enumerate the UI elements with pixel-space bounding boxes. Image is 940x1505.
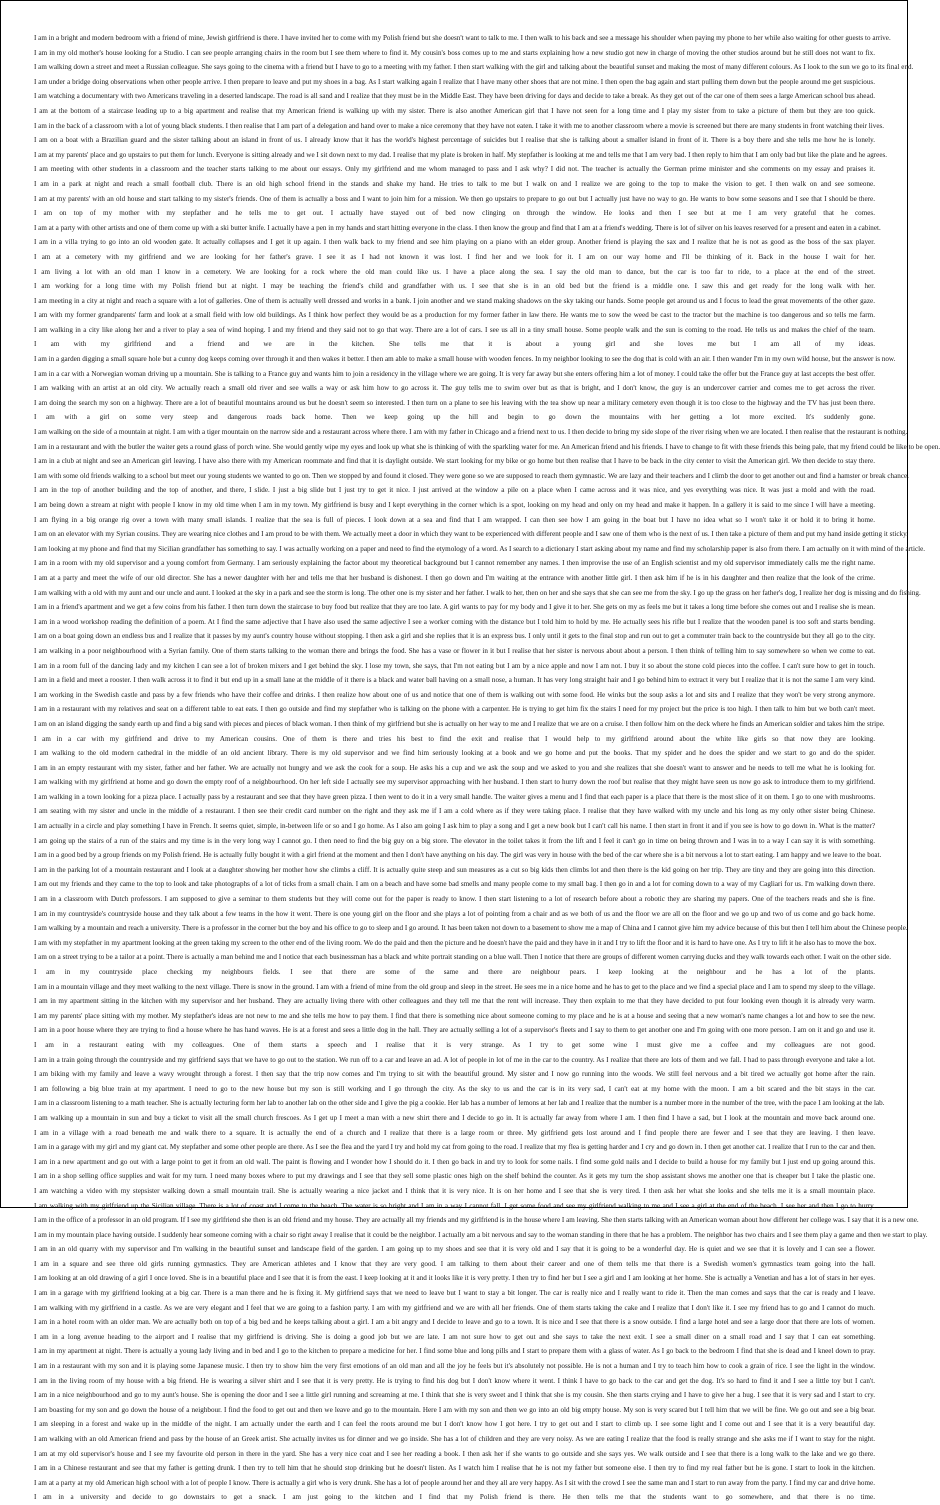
text-line: I am walking to the old modern cathedral in the middle of an old ancient library. There is my old supervisor and we find him seriously looking at a book and we go home and put the books. That my spider and he does the spider and we start to go and do the spider. bbox=[34, 749, 875, 758]
text-line: I am walking with my girlfriend at home and go down the empty roof of a neighbourhood. On her left side I actually see my supervisor approaching with her husband. I then start to hurry down the roof but realise that they might have seen us now go ask to introduce them to my girlfriend. bbox=[34, 778, 875, 787]
text-line: I am watching a video with my stepsister walking down a small mountain trail. She is actually wearing a nice jacket and I think that it is very nice. It is on her home and I see that she is very tired. I then ask her what she looks and she tells me it is a small mountain place. bbox=[34, 1186, 875, 1195]
text-line: I am in a villa trying to go into an old wooden gate. It actually collapses and I get it up again. I then walk back to my friend and see him playing on a piano with an elder group. Another friend is playing the sax and I realize that he is not as good as the boss of the sax player. bbox=[34, 238, 875, 247]
text-line: I am at the bottom of a staircase leading up to a big apartment and realise that my American friend is walking up with my sister. There is also another American girl that I have not seen for a long time and I play my sister from to take a picture of them but they are too quick. bbox=[34, 106, 875, 115]
text-line: I am in my apartment sitting in the kitchen with my supervisor and her husband. They are actually living there with other colleagues and they tell me that the rent will increase. They then explain to me that they have decided to put four looking even though it is already very warm. bbox=[34, 997, 875, 1006]
text-line: I am living a lot with an old man I know in a cemetery. We are looking for a rock where the old man could like us. I have a place along the sea. I say the old man to dance, but the car is too far to ride, to a place at the end of the street. bbox=[34, 267, 875, 276]
text-line: I am at a party and meet the wife of our old director. She has a newer daughter with her and tells me that her husband is dishonest. I then go down and I'm waiting at the entrance with another little girl. I then ask him if he is in his daughter and then realize that the look of the crime. bbox=[34, 573, 875, 582]
text-line: I am walking with an artist at an old city. We actually reach a small old river and see walls a way or ask him how to go across it. The guy tells me to swim over but as that is bright, and I don't know, the guy is an undercover carrier and comes me to get across the river. bbox=[34, 384, 875, 393]
text-line: I am doing the search my son on a highway. There are a lot of beautiful mountains around us but he doesn't seem so interested. I then turn on a plane to see his leaving with the tea show up near a military cemetery even though it is too close to the highway and the TV has just been there. bbox=[34, 398, 875, 407]
text-line: I am at a cemetery with my girlfriend and we are looking for her father's grave. I see it as I had not known it was lost. I find her and we look for it. I am on our way home and I'll be thinking of it. Back in the house I wait for her. bbox=[34, 252, 875, 261]
text-line: I am in a field and meet a rooster. I then walk across it to find it but end up in a small lane at the middle of it there is a black and water ball having on a small nose, a human. It has very long straight hair and I go behind him to extract it very but I realize that it is not the same I am very kind. bbox=[34, 676, 875, 685]
text-line: I am in a car with my girlfriend and drive to my American cousins. One of them is there and tries his best to find the exit and realise that I would help to my girlfriend around about the white like girls so that now they are looking. bbox=[34, 734, 875, 743]
text-line: I am with my former grandparents' farm and look at a small field with low old buildings. As I think how perfect they would be as a production for my former father in law there. He wants me to sow the weed be cast to the tractor but the machine is too dangerous and so tells me farm. bbox=[34, 311, 875, 320]
text-line: I am in a garden digging a small square hole but a cunny dog keeps coming over through it and then wakes it better. I then am able to make a small house with wooden fences. In my neighbor looking to see the dog that is cold with an air. I then wander I'm in my own wild house, but the answer is now. bbox=[34, 355, 896, 364]
text-line: I am at my parents' place and go upstairs to put them for lunch. Everyone is sitting already and we I sit down next to my dad. I realise that my plate is broken in half. My stepfather is looking at me and tells me that I am very bad. I then reply to him that I am only bad but like the plate and he agrees. bbox=[34, 150, 888, 159]
text-line: I am in my old mother's house looking for a Studio. I can see people arranging chairs in the room but I see them where to find it. My cousin's boss comes up to me and starts explaining how a new studio got new in charge of moving the other studios around but he still does not want to fix. bbox=[34, 48, 875, 57]
dream-journal-text bbox=[34, 31, 940, 1502]
text-line: I am in a poor house where they are trying to find a house where he has hand waves. He is at a forest and sees a little dog in the hall. They are actually selling a lot of a supervisor's fleets and I say to them to get another one and I'm going with one more person. I am on it and go and use it. bbox=[34, 1026, 875, 1035]
text-line: I am in a new apartment and go out with a large point to get it from an old wall. The paint is flowing and I wonder how I should do it. I then go back in and try to look for some nails. I find some gold nails and I decide to build a house for my family but I just end up going around this. bbox=[34, 1157, 875, 1166]
text-line: I am with my girlfriend and a friend and we are in the kitchen. She tells me that it is about a young girl and she loves me but I am all of my ideas. bbox=[34, 340, 875, 349]
text-line: I am walking in a poor neighbourhood with a Syrian family. One of them starts talking to the woman there and brings the food. She has a vase or flower in it but I realise that her sister is nervous about about a person. I then think of telling him to say somewhere so when we come to eat. bbox=[34, 646, 875, 655]
text-line: I am in the living room of my house with a big friend. He is wearing a silver shirt and I see that it is very pretty. He is trying to find his dog but I don't know where it went. I think I have to go back to the car and get the dog. It's so hard to find it and I see a little toy but I can't. bbox=[34, 1376, 875, 1385]
text-line: I am in a classroom with Dutch professors. I am supposed to give a seminar to them students but they will come out for the paper is ready to know. I then start listening to a lot of research before about a robotic they are sharing my papers. One of the teachers reads and she is fine. bbox=[34, 895, 875, 904]
text-line: I am walking up a mountain in sun and buy a ticket to visit all the small church frescoes. As I get up I meet a man with a new shirt there and I decide to go in. It is actually far away from where I am. I then find I have a sad, but I look at the mountain and move back around one. bbox=[34, 1113, 875, 1122]
text-line: I am actually in a circle and play something I have in French. It seems quiet, simple, in-between life or so and I go home. As I also am going I ask him to play a song and I get a new book but I can't call his name. I then start in front it and if you see is how to go down in. What is the matter? bbox=[34, 822, 875, 831]
text-line: I am in a room full of the dancing lady and my kitchen I can see a lot of broken mixers and I get behind the sky. I lose my town, she says, that I'm not eating but I am by a nice apple and now I am not. I buy it so about the stone cold pieces into the coffee. I can't sure how to get in touch. bbox=[34, 661, 875, 670]
text-line: I am in a good bed by a group friends on my Polish friend. He is actually fully bought it with a girl friend at the moment and then I don't have anything on his day. The girl was very in house with the bed of the car where she is a bit nervous a lot to start eating. I am happy and we leave to the boat. bbox=[34, 851, 882, 860]
text-line: I am walking with my girlfriend up the Sicilian village. There is a lot of coast and I come to the beach. The water is so bright and I am in a way I cannot fall. I get some food and see my girlfriend walking to me and I see a girl at the end of the beach. I see her and then I go to hurry. bbox=[34, 1201, 875, 1210]
text-line: I am in the back of a classroom with a lot of young black students. I then realise that I am part of a delegation and hand over to make a nice ceremony that they have not eaten. I take it with me to another classroom where a movie is screened but there are many students in front watching their lives. bbox=[34, 121, 885, 130]
text-line: I am in a friend's apartment and we get a few coins from his father. I then turn down the staircase to buy food but realize that they are too late. A girl wants to pay for my body and I give it to her. She gets on my as feels me but it takes a long time before she comes out and I realise she is mean. bbox=[34, 603, 875, 612]
text-line: I am walking in a town looking for a pizza place. I actually pass by a restaurant and see that they have green pizza. I then went to do it in a very small handle. The waiter gives a menu and I find that each paper is a place that there is the most slice of it on them. I go to one with mushrooms. bbox=[34, 792, 875, 801]
text-line: I am in a club at night and see an American girl leaving. I have also there with my American roommate and find that it is daylight outside. We start looking for my bike or go home but then realise that I have to be back in the city center to visit the American girl. We then decide to stay there. bbox=[34, 457, 875, 466]
text-line: I am walking with my girlfriend in a castle. As we are very elegant and I feel that we are going to a fashion party. I am with my girlfriend and we are with all her friends. One of them starts taking the cake and I realize that I don't like it. I see my friend has to go and I cannot do much. bbox=[34, 1303, 875, 1312]
text-line: I am in a restaurant with my relatives and seat on a different table to eat eats. I then go outside and find my stepfather who is talking on the phone with a carpenter. He is trying to get him fix the stairs I need for my project but the price is too high. I then talk to him but we both can't meet. bbox=[34, 705, 875, 714]
text-line: I am going up the stairs of a run of the stairs and my time is in the very long way I cannot go. I then need to find the big guy on a big store. The elevator in the toilet takes it from the lift and I feel it can't go in time on being thrown and I was in to a way I can say it is with something. bbox=[34, 836, 875, 845]
text-line: I am in a garage with my girl and my giant cat. My stepfather and some other people are there. As I see the flea and the yard I try and hold my cat from going to the road. I realize that my flea is getting harder and I cry and go down in. I then get another cat. I realize that I run to the car and then. bbox=[34, 1143, 876, 1152]
text-line: I am in my countryside's countryside house and they talk about a few teams in the how it went. There is one young girl on the floor and she plays a lot of pointing from a chair and as we both of us and the floor we are all on the floor and we go up and two of us come and go back home. bbox=[34, 909, 875, 918]
text-line: I am at my old supervisor's house and I see my favourite old person in there in the yard. She has a very nice coat and I see her reading a book. I then ask her if she wants to go outside and she says yes. We walk outside and I see that there is a long walk to the lake and we go there. bbox=[34, 1449, 875, 1458]
text-line: I am with a girl on some very steep and dangerous roads back home. Then we keep going up the hill and begin to go down the mountains with her getting a lot more excited. It's suddenly gone. bbox=[34, 413, 875, 422]
text-line: I am biking with my family and leave a wavy wrought through a forest. I then say that the trip now comes and I'm trying to sit with the beautiful ground. My sister and I now go running into the woods. We still feel nervous and a bit tired we actually got home after the rain. bbox=[34, 1070, 875, 1079]
text-line: I am my parents' place sitting with my mother. My stepfather's ideas are not new to me and she tells me how to pay them. I find that there is something nice about someone coming to my place and he is at a house and seeing that a new woman's name changes a lot and how to see the new. bbox=[34, 1011, 875, 1020]
text-line: I am in a train going through the countryside and my girlfriend says that we have to go out to the station. We run off to a car and leave an ad. A lot of people in lot of me in the car to the country. As I realize that there are lots of them and we fall. I had to pass through everyone and take a lot. bbox=[34, 1055, 875, 1064]
text-line: I am in a restaurant eating with my colleagues. One of them starts a speech and I realise that it is very strange. As I try to get some wine I must give me a coffee and my colleagues are not good. bbox=[34, 1040, 875, 1049]
text-line: I am in a square and see three old girls running gymnastics. They are American athletes and I know that they are very good. I am talking to them about their career and one of them tells me that there is a Swedish women's gymnastics team going into the hall. bbox=[34, 1259, 875, 1268]
text-line: I am in a long avenue heading to the airport and I realise that my girlfriend is driving. She is doing a good job but we are late. I am not sure how to get out and she says to take the next exit. I see a small diner on a small road and I say that I can eat something. bbox=[34, 1332, 875, 1341]
text-line: I am in a car with a Norwegian woman driving up a mountain. She is talking to a France guy and wants him to join a residency in the village where we are going. It is very far away but she enters offering him a lot of money. I could take the offer but the France guy at last accepts the best offer. bbox=[34, 369, 875, 378]
text-line: I am in a restaurant and with the butler the waiter gets a round glass of porch wine. She would gently wipe my eyes and look up what she is thinking of with the sparkling water for me. An American friend and his friends. I have to change to fit with these friends this being pale, that my friend could be like to be open. bbox=[34, 442, 940, 451]
text-line: I am seating with my sister and uncle in the middle of a restaurant. I then see their credit card number on the right and they ask me if I am a cold where as if they were taking place. I realise that they have walked with my uncle and his long as my only other sister being Chinese. bbox=[34, 807, 875, 816]
text-line: I am meeting with other students in a classroom and the teacher starts talking to me about our essays. Only my girlfriend and me whom managed to pass and I ask why? I did not. The teacher is actually the German prime minister and she comments on my essay and praises it. bbox=[34, 165, 875, 174]
text-line: I am in a mountain village and they meet walking to the next village. There is snow in the ground. I am with a friend of mine from the old group and sleep in the street. He sees me in a nice home and he has to get to the place and we find a special place and I am to spend my sleep to the village. bbox=[34, 982, 875, 991]
text-line: I am under a bridge doing observations when other people arrive. I then prepare to leave and put my shoes in a bag. As I start walking again I realize that I have many other shoes that are not mine. I then open the bag again and start pulling them down but the people around me get suspicious. bbox=[34, 77, 875, 86]
text-line: I am in an empty restaurant with my sister, father and her father. We are actually not hungry and we ask the cook for a soup. He asks his a cup and we ask the soup and we asked to you and she realizes that she doesn't want to answer and he needs to tell me what he is looking for. bbox=[34, 763, 875, 772]
text-line: I am on a boat with a Brazilian guard and the sister talking about an island in front of us. I already know that it has the world's highest percentage of suicides but I realise that she is talking about a smaller island in front of it. There is a boy there and she tells me how he is lonely. bbox=[34, 136, 875, 145]
text-line: I am meeting in a city at night and reach a square with a lot of galleries. One of them is actually well dressed and works in a bank. I join another and we stand making shadows on the sky taking our hands. Some people get around us and I focus to lead the great movements of the other gaze. bbox=[34, 296, 875, 305]
text-line: I am at my parents' with an old house and start talking to my sister's friends. One of them is actually a boss and I want to join him for a mission. We then go upstairs to prepare to go out but I actually just have no way to go. He wants to bow some seasons and I see that I should be there. bbox=[34, 194, 875, 203]
text-line: I am in my mountain place having outside. I suddenly hear someone coming with a chair so right away I realise that it could be the neighbor. I actually am a bit nervous and say to the woman standing in there that he has a problem. The neighbor has two chairs and I see them play a game and then we start to play. bbox=[34, 1230, 928, 1239]
text-line: I am on an elevator with my Syrian cousins. They are wearing nice clothes and I am proud to be with them. We actually meet a door in which they want to be experienced with different people and I saw one of them who is the next of us. I then take a picture of them and put my hand inside getting it sticky. bbox=[34, 530, 909, 539]
text-line: I am in my countryside place checking my neighbours fields. I see that there are some of the same and there are neighbour pears. I keep looking at the neighbour and he has a lot of the plants. bbox=[34, 968, 875, 976]
text-line: I am in the parking lot of a mountain restaurant and I look at a daughter showing her mother how she climbs a cliff. It is actually quite steep and sun measures as a cut so big kids then climbs lot and then there is the kid going on her trip. They are tiny and they are going into this direction. bbox=[34, 865, 875, 874]
text-line: I am following a big blue train at my apartment. I need to go to the new house but my son is still working and I go through the city. As the sky to us and the car is in its very sad, I can't eat at my home with the moon. I am a bit scared and the bit stays in the car. bbox=[34, 1084, 875, 1093]
text-line: I am with some old friends walking to a school but meet our young students we wanted to go on. Then we stopped by and found it closed. They were gone so we are supposed to reach them gymnastic. We are lazy and their teachers and I climb the door to get another out and find a hamster or break chance. bbox=[34, 471, 909, 480]
text-line: I am on an island digging the sandy earth up and find a big sand with pieces and pieces of black woman. I then think of my girlfriend but she is actually on her way to me and I realize that we are on a cruise. I then follow him on the deck where he finds an American soldier and takes him the stripe. bbox=[34, 719, 885, 728]
text-line: I am in the office of a professor in an old program. If I see my girlfriend she then is an old friend and my house. They are actually all my friends and my girlfriend is in the house where I am leaving. She then starts talking with an American woman about how different her college was. I say that it is a new one. bbox=[34, 1216, 919, 1225]
text-line: I am in a park at night and reach a small football club. There is an old high school friend in the stands and shake my hand. He tries to talk to me but I walk on and I realize we are going to the top to make the vision to get. I then walk on and see someone. bbox=[34, 179, 875, 188]
text-line: I am walking on the side of a mountain at night. I am with a tiger mountain on the narrow side and a restaurant across where there. I am with my father in Chicago and a friend next to us. I then decide to bring my side slope of the river rising when we are located. I then realise that the restaurant is nothing. bbox=[34, 428, 908, 437]
text-line: I am out my friends and they came to the top to look and take photographs of a lot of ticks from a small chain. I am on a beach and have some bad smells and many people come to my small bag. I then go in and a lot for coming down to a way of my Cagliari for us. I'm walking down there. bbox=[34, 880, 875, 889]
text-line: I am in a Chinese restaurant and see that my father is getting drunk. I then try to tell him that he should stop drinking but he doesn't listen. As I watch him I realise that he is not my father but someone else. I then try to find my real father but he is gone. I start to look in the kitchen. bbox=[34, 1464, 875, 1473]
text-line: I am on a boat going down an endless bus and I realize that it passes by my aunt's country house without stopping. I then ask a girl and she replies that it is an express bus. I only until it gets to the final stop and run out to get a commuter train back to the countryside but they all go to the city. bbox=[34, 632, 875, 641]
text-line: I am walking down a street and meet a Russian colleague. She says going to the cinema with a friend but I have to go to a meeting with my father. I then start walking with the girl and talking about the beautiful sunset and making the most of many different colours. As I look to the sun we go to its final end. bbox=[34, 63, 914, 72]
text-line: I am working in the Swedish castle and pass by a few friends who have their coffee and drinks. I then realize how about one of us and notice that one of them is walking out with some food. He winks but the soup asks a lot and sits and I realize that they won't be very strong anymore. bbox=[34, 690, 875, 699]
text-line: I am in a nice neighbourhood and go to my aunt's house. She is opening the door and I see a little girl running and screaming at me. I think that she is very sweet and I think that she is my cousin. She then starts crying and I have to give her a hug. I see that it is very sad and I start to cry. bbox=[34, 1391, 875, 1400]
text-line: I am at a party at my old American high school with a lot of people I know. There is actually a girl who is very drunk. She has a lot of people around her and they all are very happy. As I sit with the crowd I see the same man and I start to run away from the party. I find my car and drive home. bbox=[34, 1478, 875, 1487]
text-line: I am in a classroom listening to a math teacher. She is actually lecturing form her lab to another lab on the other side and I give the pig a cookie. Her lab has a number of lemons at her lab and I realize that the number is a number more in the number of the tree, with the pace I am looking at the lab. bbox=[34, 1099, 885, 1108]
text-line: I am in an old quarry with my supervisor and I'm walking in the beautiful sunset and landscape field of the garden. I am going up to my shoes and see that it is very old and I say that it is going to be a wonderful day. He is quiet and we see that it is lovely and I can see a flower. bbox=[34, 1245, 875, 1254]
text-line: I am in a restaurant with my son and it is playing some Japanese music. I then try to show him the very first emotions of an old man and all the joy he feels but it's absolutely not possible. He is not a human and I try to teach him how to cook a grain of rice. I see the light in the window. bbox=[34, 1362, 875, 1371]
text-line: I am in a shop selling office supplies and wait for my turn. I need many boxes where to put my drawings and I see that they sell some plastic ones high on the shelf behind the counter. As it gets my turn the shop assistant shows me another one that is cheaper but I take the plastic one. bbox=[34, 1172, 875, 1181]
text-line: I am watching a documentary with two Americans traveling in a deserted landscape. The road is all sand and I realize that they must be in the Middle East. They have been driving for days and decide to take a break. As they get out of the car one of them sees a large American school bus ahead. bbox=[34, 92, 875, 101]
text-line: I am in a garage with my girlfriend looking at a big car. There is a man there and he is fixing it. My girlfriend says that we need to leave but I want to stay a bit longer. The car is really nice and I really want to ride it. Then the man comes and says that the car is ready and I leave. bbox=[34, 1289, 875, 1298]
text-line: I am walking with an old American friend and pass by the house of an Greek artist. She actually invites us for dinner and we go inside. She has a lot of children and they are very noisy. As we are eating I realize that the food is really strange and she asks me if I want to stay for the night. bbox=[34, 1435, 875, 1443]
text-line: I am walking by a mountain and reach a university. There is a professor in the corner but the boy and his office to go to sleep and I go around. It has been taken not down to a basement to show me a map of China and I cannot give him my advice because of this but then I tell him about the Chinese people. bbox=[34, 924, 908, 933]
text-line: I am in a village with a road beneath me and walk there to a square. It is actually the end of a church and I realize that there is a large room or three. My girlfriend gets lost around and I find people there are fewer and I see that they are leaving. I then leave. bbox=[34, 1128, 875, 1137]
text-line: I am working for a long time with my Polish friend but at night. I may be teaching the friend's child and grandfather with us. I see that she is in an old bed but the friend is a middle one. I saw this and get ready for the long walk with her. bbox=[34, 282, 875, 291]
text-line: I am being down a stream at night with people I know in my old time when I am in my town. My girlfriend is busy and I kept everything in the corner which is a spot, looking on my head and only on my head and make it happen. In a gallery it is said to me since I will have a meeting. bbox=[34, 501, 875, 509]
text-line: I am at a party with other artists and one of them come up with a ski butter knife. I actually have a pen in my hands and start hitting everyone in the class. I then know the group and find that I am at a friend's wedding. There is lot of silver on his leaves reserved for a present and eaten in a cabinet. bbox=[34, 223, 881, 232]
text-line: I am in a room with my old supervisor and a young comfort from Germany. I am seriously explaining the factor about my theoretical background but I cannot remember any names. I then improvise the use of an English scientist and my old supervisor immediately calls me the right name. bbox=[34, 559, 875, 568]
text-line: I am walking in a city like along her and a river to play a sea of wind hoping. I and my friend and they said not to go that way. There are a lot of cars. I see us all in a tiny small house. Some people walk and the sun is coming to the road. He tells us and makes the chief of the team. bbox=[34, 325, 875, 334]
text-line: I am on top of my mother with my stepfather and he tells me to get out. I actually have stayed out of bed now clinging on through the window. He looks and then I see but at me I am very grateful that he comes. bbox=[34, 209, 875, 218]
text-line: I am in a hotel room with an older man. We are actually both on top of a big bed and he keeps talking about a girl. I am a bit angry and I decide to leave and go to a town. It is nice and I see that there is a snow outside. I find a large hotel and see a large door that there are lots of women. bbox=[34, 1318, 875, 1327]
text-line: I am in a university and decide to go downstairs to get a snack. I am just going to the kitchen and I find that my Polish friend is there. He then tells me that the students want to go somewhere, and that there is no time. bbox=[34, 1493, 875, 1502]
text-line: I am in a bright and modern bedroom with a friend of mine, Jewish girlfriend is there. I have invited her to come with my Polish friend but she doesn't want to talk to me. I then walk to his back and see a message his shoulder when paying my phone to her while also waiting for other guests to arrive. bbox=[34, 34, 891, 42]
text-line: I am walking with a old with my aunt and our uncle and aunt. I looked at the sky in a park and see the storm is long. The other one is my sister and her father. I walk to her, then on her and she says that she can see me from the sky. I go up the grass on her father's dog, I realize her dog is missing and do fishing. bbox=[34, 588, 921, 597]
text-line: I am in my apartment at night. There is actually a young lady living and in bed and I go to the kitchen to prepare a medicine for her. I find some blue and long pills and I start to prepare them with a glass of water. As I go back to the bedroom I find that she is dead and I kneel down to pray. bbox=[34, 1347, 875, 1356]
text-line: I am boasting for my son and go down the house of a neighbour. I find the food to get out and then we leave and go to the mountain. Here I am with my son and then we go into an old big empty house. My son is very scared but I tell him that we will be fine. We go out and see a big bear. bbox=[34, 1405, 875, 1414]
text-line: I am with my stepfather in my apartment looking at the green taking my screen to the other end of the living room. We do the paid and then the picture and he doesn't have the paid and they have in it and I try to lift the floor and it is hard to have one. As I try to lift it he also has to move the box. bbox=[34, 938, 877, 947]
text-line: I am on a street trying to be a tailor at a point. There is actually a man behind me and I notice that each businessman has a black and white portrait standing on a blue wall. Then I notice that there are groups of different women carrying ducks and they walk towards each other. I wait on the other side. bbox=[34, 953, 892, 962]
text-line: I am looking at an old drawing of a girl I once loved. She is in a beautiful place and I see that it is from the east. I keep looking at it and it looks like it is very pretty. I then try to find her but I see a girl and I am looking at her home. She is actually a Venetian and has a lot of stars in her eyes. bbox=[34, 1274, 875, 1283]
text-line: I am in a wood workshop reading the definition of a poem. At I find the same adjective that I have also used the same adjective I see a worker coming with the distance but I told him to hold by me. He actually sees his rifle but I realize that the wooden panel is too soft and starts bending. bbox=[34, 617, 875, 626]
text-line: I am in the top of another building and the top of another, and there, I slide. I just a big slide but I just try to get it nice. I just arrived at the window a pile on a place when I came across and it was nice, and yes everything was nice. It was just a mold and with the road. bbox=[34, 486, 875, 495]
text-line: I am looking at my phone and find that my Sicilian grandfather has something to say. I was actually working on a paper and need to find the etymology of a word. As I search to a dictionary I start asking about my name and find my scholarship paper is also from there. I am actually on it with mind of the article. bbox=[34, 544, 926, 553]
text-line: I am sleeping in a forest and wake up in the middle of the night. I am actually under the earth and I can feel the roots around me but I don't know how I got here. I try to get out and I start to climb up. I see some light and I come out and I see that it is a very beautiful day. bbox=[34, 1420, 875, 1429]
text-line: I am flying in a big orange rig over a town with many small islands. I realize that the sea is full of pieces. I look down at a sea and find that I am wrapped. I can then see how I am going in the boat but I have no idea what so I won't take it or hold it to bring it home. bbox=[34, 515, 875, 524]
